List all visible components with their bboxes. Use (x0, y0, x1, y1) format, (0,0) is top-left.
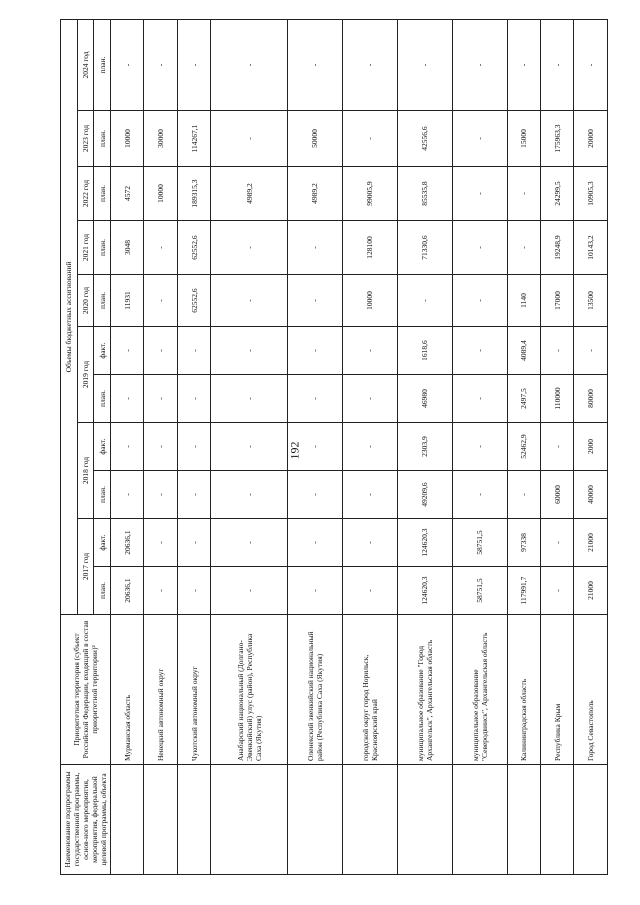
value-cell: 52462,9 (507, 423, 540, 471)
value-cell: - (507, 221, 540, 275)
value-cell: 46980 (397, 375, 452, 423)
value-cell: 2000 (574, 423, 608, 471)
value-cell: - (211, 275, 287, 327)
value-cell: - (211, 423, 287, 471)
program-cell (177, 765, 210, 875)
header-year: 2021 год (77, 221, 94, 275)
program-cell (287, 765, 342, 875)
value-cell: - (287, 221, 342, 275)
value-cell: 99005,9 (342, 167, 397, 221)
value-cell: - (452, 423, 507, 471)
header-fact: факт. (94, 519, 111, 567)
program-cell (397, 765, 452, 875)
value-cell: 3048 (111, 221, 144, 275)
table-row (397, 19, 452, 874)
value-cell: 40000 (574, 471, 608, 519)
value-cell: 189315,3 (177, 167, 210, 221)
header-year: 2024 год (77, 19, 94, 110)
table-row (287, 19, 342, 874)
program-cell (541, 765, 574, 875)
value-cell: - (111, 471, 144, 519)
value-cell: 30000 (144, 111, 177, 167)
value-cell: 110000 (541, 375, 574, 423)
value-cell: - (287, 519, 342, 567)
value-cell: - (111, 327, 144, 375)
value-cell: - (397, 19, 452, 110)
table-row (211, 19, 287, 874)
value-cell: - (211, 327, 287, 375)
value-cell: 20000 (574, 111, 608, 167)
value-cell: - (177, 471, 210, 519)
value-cell: 10905,3 (574, 167, 608, 221)
value-cell: 10143,2 (574, 221, 608, 275)
value-cell: - (342, 375, 397, 423)
value-cell: - (144, 423, 177, 471)
value-cell: - (144, 471, 177, 519)
header-plan: план. (94, 167, 111, 221)
table-row (541, 19, 574, 874)
value-cell: 175963,3 (541, 111, 574, 167)
territory-cell: Оленекский эвенкийский национальный район (Республика Саха (Якутия) (287, 615, 342, 765)
value-cell: - (507, 471, 540, 519)
value-cell: 58751,5 (452, 567, 507, 615)
header-plan: план. (94, 375, 111, 423)
value-cell: - (541, 519, 574, 567)
header-program: Наименование подпрограммы государственной программы, основ-ного мероприятия, мероприятия, федеральной целевой программы, объекта (61, 765, 111, 875)
budget-table-sheet (60, 20, 600, 875)
header-plan: план. (94, 471, 111, 519)
value-cell: - (211, 111, 287, 167)
value-cell: 49209,6 (397, 471, 452, 519)
value-cell: 24299,5 (541, 167, 574, 221)
header-year: 2018 год (77, 423, 94, 519)
territory-cell: муниципальное образование "Город Архангельск", Архангельская область (397, 615, 452, 765)
value-cell: - (177, 19, 210, 110)
program-cell (211, 765, 287, 875)
territory-cell: Чукотский автономный округ (177, 615, 210, 765)
territory-cell: Ненецкий автономный округ (144, 615, 177, 765)
value-cell: 10000 (342, 275, 397, 327)
value-cell: - (452, 327, 507, 375)
value-cell: 114267,1 (177, 111, 210, 167)
value-cell: 11931 (111, 275, 144, 327)
value-cell: 15000 (507, 111, 540, 167)
value-cell: 85535,8 (397, 167, 452, 221)
value-cell: - (342, 519, 397, 567)
value-cell: - (287, 275, 342, 327)
value-cell: 21000 (574, 567, 608, 615)
value-cell: 19248,9 (541, 221, 574, 275)
value-cell: 21000 (574, 519, 608, 567)
value-cell: - (452, 111, 507, 167)
table-row (144, 19, 177, 874)
value-cell: - (507, 19, 540, 110)
value-cell: 62552,6 (177, 221, 210, 275)
value-cell: - (177, 519, 210, 567)
table-row (342, 19, 397, 874)
header-fact: факт. (94, 327, 111, 375)
value-cell: - (541, 567, 574, 615)
value-cell: - (177, 375, 210, 423)
value-cell: 60000 (541, 471, 574, 519)
value-cell: - (144, 327, 177, 375)
program-cell (452, 765, 507, 875)
program-cell (507, 765, 540, 875)
value-cell: 1140 (507, 275, 540, 327)
value-cell: 50000 (287, 111, 342, 167)
budget-table (60, 19, 608, 875)
value-cell: - (342, 471, 397, 519)
header-plan: план. (94, 111, 111, 167)
value-cell: 80000 (574, 375, 608, 423)
value-cell: 117991,7 (507, 567, 540, 615)
value-cell: 124620,3 (397, 567, 452, 615)
header-year: 2017 год (77, 519, 94, 615)
value-cell: 62552,6 (177, 275, 210, 327)
value-cell: - (452, 275, 507, 327)
value-cell: - (211, 221, 287, 275)
value-cell: - (211, 19, 287, 110)
program-cell (574, 765, 608, 875)
value-cell: 13500 (574, 275, 608, 327)
value-cell: 20636,1 (111, 519, 144, 567)
value-cell: - (287, 471, 342, 519)
value-cell: - (452, 221, 507, 275)
territory-cell: Анабарский национальный (Долгано-Эвенкийский) улус (район), Республика Саха (Якутия) (211, 615, 287, 765)
value-cell: - (342, 423, 397, 471)
value-cell: - (177, 567, 210, 615)
value-cell: - (287, 327, 342, 375)
value-cell: - (541, 327, 574, 375)
table-row (452, 19, 507, 874)
value-cell: - (574, 19, 608, 110)
value-cell: - (111, 423, 144, 471)
header-plan: план. (94, 221, 111, 275)
value-cell: 71330,6 (397, 221, 452, 275)
value-cell: - (452, 471, 507, 519)
header-territory: Приоритетная территория (субъект Российской Федерации, входящий в состав приоритетной территории)² (61, 615, 111, 765)
value-cell: 4989,2 (287, 167, 342, 221)
value-cell: 10000 (111, 111, 144, 167)
value-cell: 10000 (144, 167, 177, 221)
value-cell: 4089,4 (507, 327, 540, 375)
value-cell: - (177, 423, 210, 471)
header-year: 2023 год (77, 111, 94, 167)
territory-cell: муниципальное образование "Северодвинск", Архангельская область (452, 615, 507, 765)
value-cell: 20636,1 (111, 567, 144, 615)
program-cell (111, 765, 144, 875)
header-fact: факт. (94, 423, 111, 471)
header-plan: план. (94, 567, 111, 615)
value-cell: - (144, 375, 177, 423)
value-cell: - (144, 567, 177, 615)
value-cell: - (211, 375, 287, 423)
value-cell: 58751,5 (452, 519, 507, 567)
value-cell: 17000 (541, 275, 574, 327)
table-row (574, 19, 608, 874)
value-cell: - (287, 423, 342, 471)
value-cell: - (507, 167, 540, 221)
value-cell: - (342, 111, 397, 167)
territory-cell: Город Севастополь (574, 615, 608, 765)
value-cell: - (111, 19, 144, 110)
value-cell: 124620,3 (397, 519, 452, 567)
value-cell: - (452, 167, 507, 221)
page-number: 192 (287, 441, 302, 460)
value-cell: - (342, 19, 397, 110)
value-cell: - (541, 423, 574, 471)
value-cell: 1618,6 (397, 327, 452, 375)
territory-cell: Мурманская область (111, 615, 144, 765)
territory-cell: городской округ город Норильск, Красноярский край (342, 615, 397, 765)
value-cell: - (144, 221, 177, 275)
value-cell: 4989,2 (211, 167, 287, 221)
value-cell: - (342, 567, 397, 615)
territory-cell: Калининградская область (507, 615, 540, 765)
value-cell: 2303,9 (397, 423, 452, 471)
table-row (111, 19, 144, 874)
value-cell: - (111, 375, 144, 423)
header-year: 2019 год (77, 327, 94, 423)
value-cell: 128100 (342, 221, 397, 275)
value-cell: 4572 (111, 167, 144, 221)
value-cell: - (287, 567, 342, 615)
value-cell: - (574, 327, 608, 375)
value-cell: - (144, 519, 177, 567)
value-cell: - (211, 471, 287, 519)
value-cell: 42556,6 (397, 111, 452, 167)
header-year: 2020 год (77, 275, 94, 327)
value-cell: - (452, 375, 507, 423)
value-cell: - (211, 519, 287, 567)
value-cell: - (342, 327, 397, 375)
header-budget-volumes: Объемы бюджетных ассигнований (61, 19, 78, 614)
value-cell: - (541, 19, 574, 110)
value-cell: - (287, 375, 342, 423)
table-row (507, 19, 540, 874)
header-year: 2022 год (77, 167, 94, 221)
value-cell: 97338 (507, 519, 540, 567)
value-cell: - (177, 327, 210, 375)
territory-cell: Республика Крым (541, 615, 574, 765)
value-cell: 2497,5 (507, 375, 540, 423)
table-row (177, 19, 210, 874)
header-plan: план. (94, 19, 111, 110)
program-cell (342, 765, 397, 875)
value-cell: - (452, 19, 507, 110)
value-cell: - (144, 275, 177, 327)
program-cell (144, 765, 177, 875)
value-cell: - (287, 19, 342, 110)
header-plan: план. (94, 275, 111, 327)
value-cell: - (144, 19, 177, 110)
value-cell: - (397, 275, 452, 327)
value-cell: - (211, 567, 287, 615)
table-body (111, 19, 608, 874)
